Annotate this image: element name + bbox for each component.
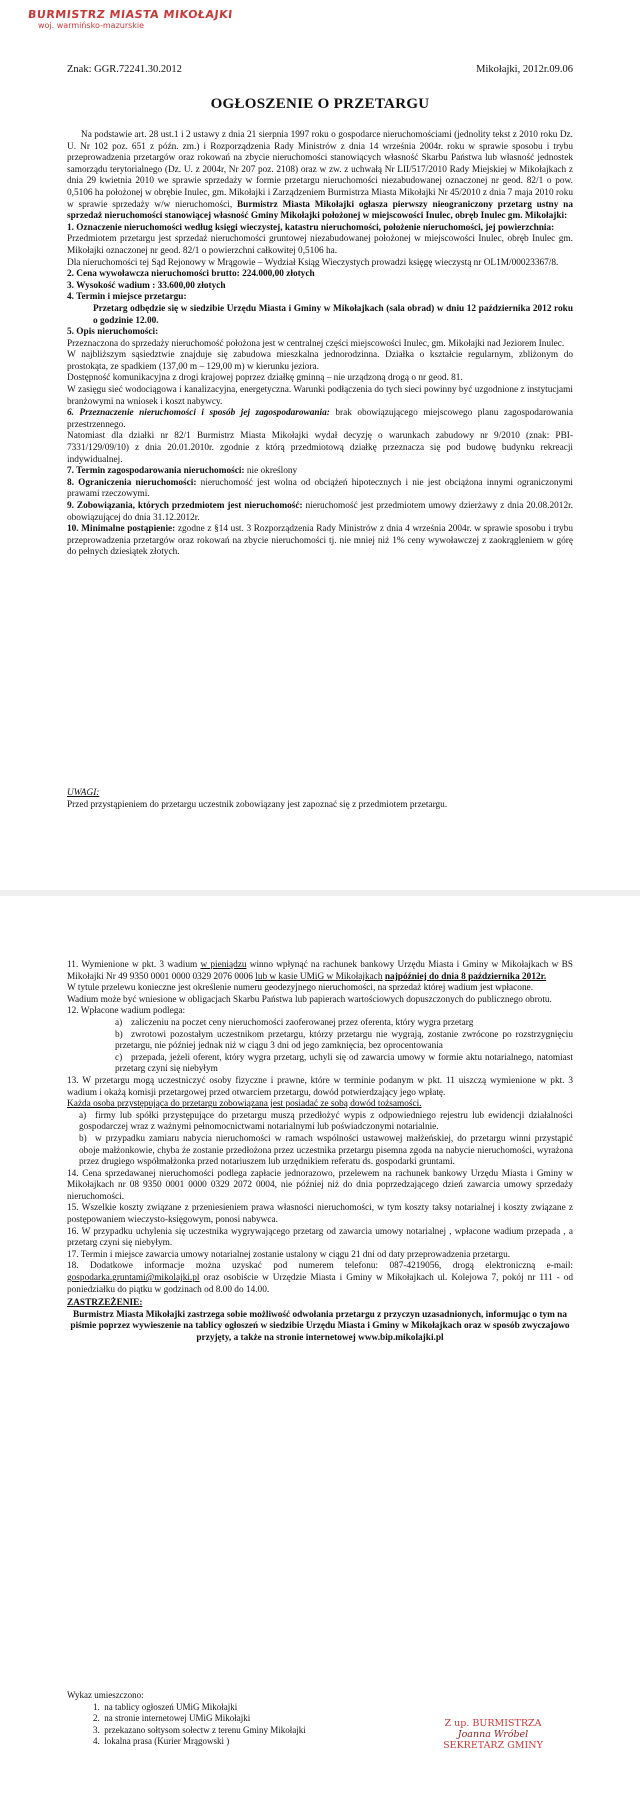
point-12-a-marker: a) — [115, 1017, 123, 1028]
document-date: Mikołajki, 2012r.09.06 — [476, 64, 573, 75]
section-1-para-2: Dla nieruchomości tej Sąd Rejonowy w Mrągowie – Wydział Ksiąg Wieczystych prowadzi księgę wieczystą nr OL1M/00023367/8. — [67, 257, 559, 268]
section-2-price: 2. Cena wywoławcza nieruchomości brutto: 224.000,00 złotych — [67, 269, 315, 280]
section-8-heading: 8. Ograniczenia nieruchomości: — [67, 477, 197, 488]
section-1-para-1: Przedmiotem przetargu jest sprzedaż nieruchomości gruntowej niezabudowanej położonej w miejscowości Inulec, obręb Inulec gm. Mikołajki oznaczonej nr geod. 82/1 o powierzchni całkowitej 0,5106 ha. — [67, 234, 573, 256]
point-12-c — [67, 1053, 573, 1076]
point-12-b — [67, 1030, 573, 1053]
point-11-c: winno wpłynąć na rachunek bankowy Urzędu Miasta i Gminy w Mikołajkach w BS Mikołajki Nr 49 9350 0001 0000 0329 2076 0006 — [67, 960, 573, 982]
signature-stamp — [418, 1718, 568, 1751]
reference-number: Znak: GGR.72241.30.2012 — [67, 64, 182, 75]
section-7-body: nie określony — [244, 466, 298, 477]
point-11-a: 11. Wymienione w pkt. 3 wadium — [67, 960, 201, 970]
office-stamp — [28, 8, 233, 30]
point-17: 17. Termin i miejsce zawarcia umowy notarialnej zostanie ustalony w ciągu 21 dni od daty przeprowadzenia przetargu. — [67, 1249, 511, 1260]
section-6-body: brak obowiązującego miejscowego planu zagospodarowania przestrzennego. — [67, 408, 574, 430]
notes-heading: UWAGI: — [67, 788, 100, 798]
terms-body — [67, 960, 573, 1345]
posting-list — [67, 1690, 367, 1748]
announcement-body — [67, 130, 573, 559]
section-10-heading: 10. Minimalne postąpienie: — [67, 524, 176, 535]
point-18-b: oraz osobiście w Urzędzie Miasta i Gminy w Mikołajkach ul. Kolejowa 7, pokój nr 111 - od poniedziałku do piątku w godzinach od 8.00 do 14.00. — [67, 1273, 573, 1295]
section-10-body: zgodne z §14 ust. 3 Rozporządzenia Rady Ministrów z dnia 4 września 2004r. w sprawie sposobu i trybu przeprowadzenia przetargów oraz rokowań na zbycie nieruchomości tj. nie mniej niż 1% ceny wywoławczej z zaokrągleniem w górę do pełnych dziesiątek złotych. — [67, 524, 573, 558]
reservation-heading: ZASTRZEŻENIE: — [67, 1298, 143, 1309]
page-title: OGŁOSZENIE O PRZETARGU — [210, 96, 430, 112]
point-13-b — [67, 1134, 573, 1169]
point-18-a: 18. Dodatkowe informacje można uzyskać pod numerem telefonu: 087-4219056, drogą elektroniczną e-mail: — [67, 1261, 573, 1272]
section-5-para-4: W zasięgu sieć wodociągowa i kanalizacyjna, energetyczna. Warunki podłączenia do tych sieci powinny być uzgodnione z instytucjami branżowymi na wniosek i koszt nabywcy. — [67, 385, 573, 407]
point-18 — [67, 1261, 573, 1296]
point-16: 16. W przypadku uchylenia się uczestnika wygrywającego przetarg od zawarcia umowy notarialnej , wpłacone wadium przepada , a przetarg czyni się niebyłym. — [67, 1226, 573, 1249]
posting-list-item-text: na stronie internetowej UMiG Mikołajki — [104, 1713, 251, 1723]
point-13-b-marker: b) — [79, 1133, 87, 1144]
notes-block — [67, 788, 573, 811]
section-6-heading: 6. Przeznaczenie nieruchomości i sposób jej zagospodarowania: — [67, 408, 330, 419]
point-11-b: w pieniądzu — [200, 960, 247, 970]
section-1-heading: 1. Oznaczenie nieruchomości według księgi wieczystej, katastru nieruchomości, położenie nieruchomości, jej powierzchnia: — [67, 222, 555, 233]
point-12-b-marker: b) — [115, 1029, 123, 1040]
section-5-para-3: Dostępność komunikacyjna z drogi krajowej poprzez działkę gminną – nie urządzoną drogą o nr geod. 81. — [67, 373, 463, 384]
signature-line-3: SEKRETARZ GMINY — [443, 1740, 543, 1751]
posting-list-heading: Wykaz umieszczono: — [67, 1690, 144, 1700]
reservation-body: Burmistrz Miasta Mikołajki zastrzega sobie możliwość odwołania przetargu z przyczyn uzasadnionych, informując o tym na piśmie poprzez wywieszenie na tablicy ogłoszeń w siedzibie Urzędu Miasta i Gminy w Mikołajkach oraz w sposób zwyczajowo przyjęty, a także na stronie internetowej www.bip.mikolajki.pl — [70, 1309, 570, 1343]
point-11-deadline: najpóźniej do dnia 8 października 2012r. — [384, 971, 547, 982]
section-8-body: nieruchomość jest wolna od obciążeń hipotecznych i nie jest obciążona innymi ograniczonymi prawami rzeczowymi. — [67, 477, 574, 500]
point-13-b-text: w przypadku zamiaru nabycia nieruchomości w ramach wspólności ustawowej małżeńskiej, do przetargu winni przystąpić oboje małżonkowie, chyba że zostanie przedłożona przez uczestnika przetargu pisemna zgoda na nabycie nieruchomości, wyrażona przez drugiego współmałżonka przed notariuszem lub urzędnikiem referatu ds. gospodarki gruntami. — [79, 1133, 573, 1168]
signature-line-1: Z up. BURMISTRZA — [444, 1718, 542, 1729]
section-7 — [67, 466, 573, 478]
intro-text: Na podstawie art. 28 ust.1 i 2 ustawy z dnia 21 sierpnia 1997 roku o gospodarce nieruchomościami (jednolity tekst z 2010 roku Dz. U. Nr 102 poz. 651 z późn. zm.) i Rozporządzenia Rady Ministrów z dnia 14 września 2004r. roku w sprawie sposobu i trybu przeprowadzenia przetargów oraz rokowań na zbycie nieruchomości stanowiących własność Skarbu Państwa lub własność jednostek samorządu terytorialnego (Dz. U. z 2004r, Nr 207 poz. 2108) oraz w zw. z uchwałą Nr LII/517/2010 Rady Miejskiej w Mikołajkach z dnia 29 kwietnia 2010 we sprawie sprzedaży w formie przetargu nieruchomości niezabudowanej oznaczonej nr geod. 82/1 o pow. 0,5106 ha położonej w obrębie Inulec, gm. Mikołajki i Zarządzeniem Burmistrza Miasta Mikołajki Nr 45/2010 z dnia 7 maja 2010 roku w sprawie sprzedaży w/w nieruchomości, — [67, 130, 573, 210]
signature-name: Joanna Wróbel — [457, 1729, 529, 1740]
point-11 — [67, 960, 573, 983]
point-11-para-2: W tytule przelewu konieczne jest określenie numeru geodezyjnego nieruchomości, na sprzedaż której wadium jest wpłacone. — [67, 983, 534, 994]
point-11-d: lub w kasie UMiG w Mikołajkach — [255, 971, 383, 982]
stamp-line-2: woj. warmińsko-mazurskie — [38, 21, 145, 30]
point-12-c-text: przepada, jeżeli oferent, który wygra przetarg, uchyli się od zawarcia umowy w formie aktu notarialnego, natomiast przetarg czyni się niebyłym — [115, 1052, 573, 1075]
section-4-body: Przetarg odbędzie się w siedzibie Urzędu Miasta i Gminy w Mikołajkach (sala obrad) w dniu 12 października 2012 roku o godzinie 12.00. — [93, 303, 573, 326]
section-8 — [67, 478, 573, 501]
section-6-para-2: Natomiast dla działki nr 82/1 Burmistrz Miasta Mikołajki wydał decyzję o warunkach zabudowy nr 9/2010 (znak: PBI-7331/129/09/10) z dnia 20.01.2010r. zgodnie z którą przedmiotową działkę przeznacza się pod budowę budynku rekreacji indywidualnej. — [67, 431, 573, 465]
point-13-a-text: firmy lub spółki przystępujące do przetargu muszą przedłożyć wypis z odpowiedniego rejestru lub ewidencji działalności gospodarczej wraz z ważnymi pełnomocnictwami notarialnymi lub poświadczonymi notarialnie. — [79, 1110, 573, 1133]
point-14: 14. Cena sprzedawanej nieruchomości podlega zapłacie jednorazowo, przelewem na rachunek bankowy Urzędu Miasta i Gminy w Mikołajkach nr 08 9350 0001 0000 0329 2072 0004, nie później niż do dnia poprzedzającego dzień zawarcia umowy sprzedaży nieruchomości. — [67, 1168, 573, 1202]
point-13-a-marker: a) — [79, 1110, 87, 1121]
section-7-heading: 7. Termin zagospodarowania nieruchomości: — [67, 466, 245, 477]
posting-list-item-text: przekazano sołtysom sołectw z terenu Gminy Mikołajki — [104, 1724, 306, 1735]
intro-paragraph — [67, 130, 573, 223]
point-11-para-3: Wadium może być wniesione w obligacjach Skarbu Państwa lub papierach wartościowych dopuszczonych do publicznego obrotu. — [67, 994, 552, 1005]
point-12-heading: 12. Wpłacone wadium podlega: — [67, 1006, 186, 1017]
section-9-heading: 9. Zobowiązania, których przedmiotem jest nieruchomość: — [67, 501, 303, 511]
section-9-body: nieruchomość jest przedmiotem umowy dzierżawy z dnia 20.08.2012r. obowiązującej do dnia 31.12.2012r. — [67, 501, 573, 523]
point-13-identity: Każda osoba przystępująca do przetargu zobowiązana jest posiadać ze sobą dowód tożsamości. — [67, 1099, 422, 1110]
point-13-a — [67, 1111, 573, 1134]
point-12-a — [67, 1018, 573, 1030]
posting-list-item-text: na tablicy ogłoszeń UMiG Mikołajki — [104, 1701, 238, 1712]
posting-list-item: 1. na tablicy ogłoszeń UMiG Mikołajki — [93, 1701, 238, 1712]
posting-list-item: 3. przekazano sołtysom sołectw z terenu Gminy Mikołajki — [93, 1724, 306, 1735]
section-5-heading: 5. Opis nieruchomości: — [67, 327, 159, 338]
point-13-heading: 13. W przetargu mogą uczestniczyć osoby fizyczne i prawne, które w terminie podanym w pkt. 11 uiszczą wymienione w pkt. 3 wadium i okażą komisji przetargowej przed otwarciem przetargu, dowód potwierdzający jego wpłatę. — [67, 1075, 573, 1098]
point-12-a-text: zaliczeniu na poczet ceny nieruchomości zaoferowanej przez oferenta, który wygra przetarg — [131, 1017, 474, 1028]
section-5-para-1: Przeznaczona do sprzedaży nieruchomość położona jest w centralnej części miejscowości Inulec, gm. Mikołajki nad Jeziorem Inulec. — [67, 338, 565, 349]
section-9 — [67, 501, 573, 524]
posting-list-item-text: lokalna prasa (Kurier Mrągowski ) — [104, 1736, 230, 1746]
stamp-line-1: BURMISTRZ MIASTA MIKOŁAJKI — [27, 8, 234, 21]
section-6 — [67, 408, 573, 431]
contact-email-link[interactable]: gospodarka.gruntami@mikolajki.pl — [67, 1273, 200, 1284]
point-12-b-text: zwrotowi pozostałym uczestnikom przetargu, którzy przetargu nie wygrają, zostanie zwrócone po rozstrzygnięciu przetargu, nie później jednak niż w ciągu 3 dni od jego zamknięcia, bez oprocentowania — [115, 1029, 573, 1052]
point-12-c-marker: c) — [115, 1052, 123, 1063]
posting-list-item: 4. lokalna prasa (Kurier Mrągowski ) — [93, 1736, 230, 1746]
notes-body: Przed przystąpieniem do przetargu uczestnik zobowiązany jest zapoznać się z przedmiotem przetargu. — [67, 799, 448, 810]
section-10 — [67, 524, 573, 559]
posting-list-item: 2. na stronie internetowej UMiG Mikołajki — [93, 1713, 251, 1723]
point-15: 15. Wszelkie koszty związane z przeniesieniem prawa własności nieruchomości, w tym koszty taksy notarialnej i koszty związane z postępowaniem wieczysto-księgowym, ponosi nabywca. — [67, 1203, 573, 1226]
section-3-deposit: 3. Wysokość wadium : 33.600,00 złotych — [67, 280, 226, 291]
section-4-heading: 4. Termin i miejsce przetargu: — [67, 292, 187, 303]
intro-bold-text: Burmistrz Miasta Mikołajki ogłasza pierwszy nieograniczony przetarg ustny na sprzedaż nieruchomości stanowiącej własność Gminy Mikołajki położonej w miejscowości Inulec, obręb Inulec gm. Mikołajki: — [67, 199, 574, 222]
section-5-para-2: W najbliższym sąsiedztwie znajduje się zabudowa mieszkalna jednorodzinna. Działka o kształcie regularnym, zbliżonym do prostokąta, ze spadkiem (137,00 m – 129,00 m) w kierunku jeziora. — [67, 350, 573, 372]
